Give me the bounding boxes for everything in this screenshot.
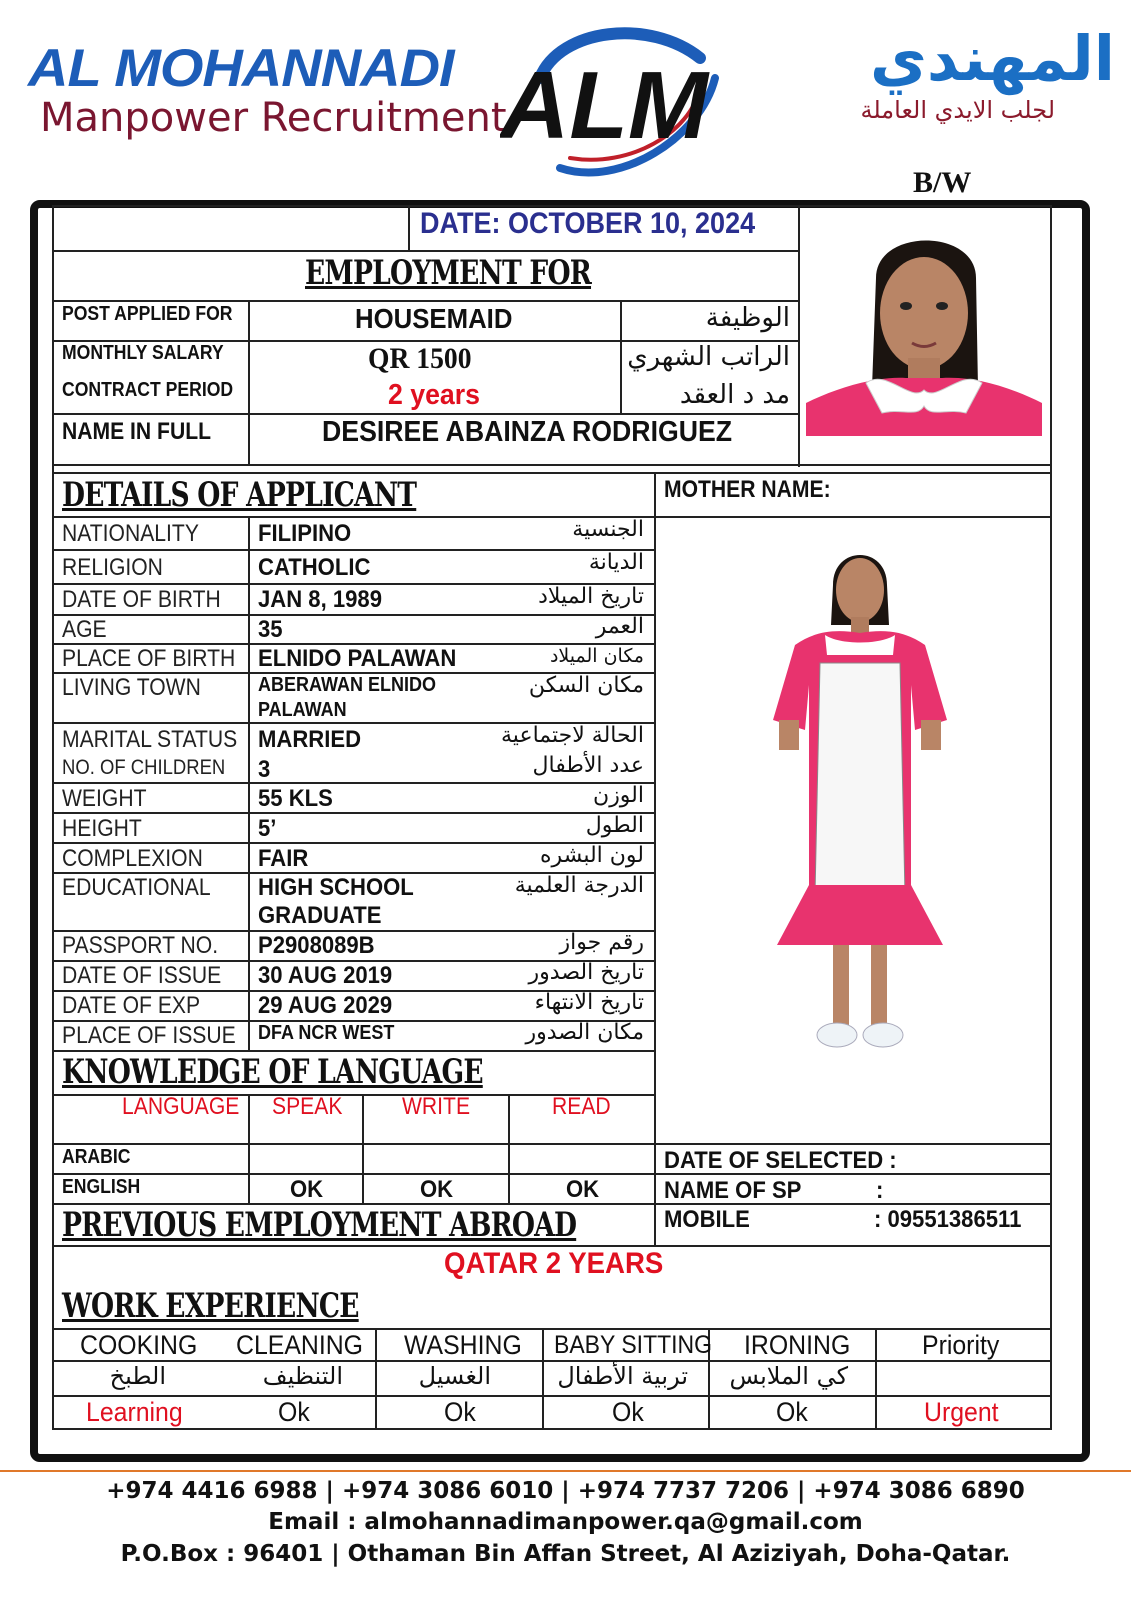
contract-value: 2 years xyxy=(388,379,480,411)
detail-label-arabic: عدد الأطفال xyxy=(532,753,644,778)
detail-label: NATIONALITY xyxy=(62,520,199,547)
priority-header: Priority xyxy=(922,1330,1000,1360)
detail-label: PLACE OF BIRTH xyxy=(62,645,236,672)
footer-rule xyxy=(0,1470,1131,1472)
post-value: HOUSEMAID xyxy=(355,303,513,334)
brand-name-arabic: المهندي xyxy=(870,22,1115,95)
post-label-arabic: الوظيفة xyxy=(705,303,790,333)
detail-value: CATHOLIC xyxy=(258,554,371,581)
detail-label-arabic: مكان الصدور xyxy=(525,1020,644,1045)
detail-value: ABERAWAN ELNIDO xyxy=(258,674,437,696)
contract-label-arabic: مد د العقد xyxy=(679,380,790,410)
detail-label-arabic: رقم جواز xyxy=(559,930,644,955)
detail-label-arabic: الدرجة العلمية xyxy=(514,873,644,898)
mobile-value: : 09551386511 xyxy=(874,1206,1022,1233)
detail-label: EDUCATIONAL xyxy=(62,874,211,901)
work-skill: CLEANING xyxy=(236,1330,364,1360)
language-title: KNOWLEDGE OF LANGUAGE xyxy=(62,1052,483,1092)
brand-name: AL MOHANNADI xyxy=(28,37,454,98)
sp-name-label: NAME OF SP xyxy=(664,1177,802,1204)
detail-value: DFA NCR WEST xyxy=(258,1022,395,1044)
write-header: WRITE xyxy=(402,1093,471,1120)
detail-value: HIGH SCHOOL xyxy=(258,874,414,901)
language-name: ENGLISH xyxy=(62,1176,141,1198)
sp-name-colon: : xyxy=(876,1177,884,1204)
work-skill: WASHING xyxy=(404,1330,522,1360)
detail-value: 3 xyxy=(258,756,271,783)
work-skill-arabic: التنظيف xyxy=(262,1362,343,1390)
detail-label-arabic: مكان الميلاد xyxy=(549,645,644,667)
detail-value: FILIPINO xyxy=(258,520,352,547)
detail-label: RELIGION xyxy=(62,554,163,581)
brand-tagline: Manpower Recruitment xyxy=(40,95,507,141)
detail-value: FAIR xyxy=(258,845,309,872)
date-of-selected-label: DATE OF SELECTED : xyxy=(664,1147,897,1174)
mother-name-label: MOTHER NAME: xyxy=(664,476,831,503)
work-skill-level: Ok xyxy=(278,1397,310,1427)
work-experience-title: WORK EXPERIENCE xyxy=(62,1286,359,1326)
name-label: NAME IN FULL xyxy=(62,418,211,445)
work-skill-level: Ok xyxy=(612,1397,644,1427)
detail-label-arabic: الديانة xyxy=(588,550,644,575)
brand-logo-english xyxy=(28,37,507,141)
detail-label: DATE OF BIRTH xyxy=(62,586,221,613)
detail-label: NO. OF CHILDREN xyxy=(62,756,226,779)
logo-mark-text: ALM xyxy=(500,52,708,159)
language-header: LANGUAGE xyxy=(122,1093,240,1120)
detail-value: 55 KLS xyxy=(258,785,333,812)
work-skill-level: Ok xyxy=(776,1397,808,1427)
salary-label-arabic: الراتب الشهري xyxy=(627,342,790,372)
detail-label: WEIGHT xyxy=(62,785,147,812)
language-speak: OK xyxy=(290,1176,324,1203)
work-skill: COOKING xyxy=(80,1330,198,1360)
previous-employment-value: QATAR 2 YEARS xyxy=(444,1247,664,1280)
brand-tagline-arabic: لجلب الايدي العاملة xyxy=(860,96,1055,124)
detail-label: PASSPORT NO. xyxy=(62,932,219,959)
read-header: READ xyxy=(552,1093,611,1120)
work-skill-level: Ok xyxy=(444,1397,476,1427)
footer-email: Email : almohannadimanpower.qa@gmail.com xyxy=(268,1509,863,1535)
detail-label-arabic: تاريخ الميلاد xyxy=(538,584,644,609)
detail-label: HEIGHT xyxy=(62,815,142,842)
salary-label: MONTHLY SALARY xyxy=(62,342,224,364)
detail-label-arabic: تاريخ الانتهاء xyxy=(534,990,644,1015)
detail-value: MARRIED xyxy=(258,726,362,753)
detail-value: 29 AUG 2029 xyxy=(258,992,393,1019)
contract-label: CONTRACT PERIOD xyxy=(62,379,234,401)
applicant-full-body-photo xyxy=(765,545,955,1070)
work-skill-arabic: تربية الأطفال xyxy=(557,1362,688,1390)
form-date: DATE: OCTOBER 10, 2024 xyxy=(420,207,756,240)
detail-label: PLACE OF ISSUE xyxy=(62,1022,236,1049)
detail-label: DATE OF ISSUE xyxy=(62,962,222,989)
detail-label-arabic: الوزن xyxy=(593,783,644,808)
applicant-portrait-photo xyxy=(806,218,1042,436)
previous-employment-title: PREVIOUS EMPLOYMENT ABROAD xyxy=(62,1205,577,1245)
detail-value: 35 xyxy=(258,616,283,643)
work-skill-arabic: الغسيل xyxy=(418,1362,491,1390)
brand-logo-arabic xyxy=(745,22,1115,124)
detail-value: 5’ xyxy=(258,815,277,842)
footer-address: P.O.Box : 96401 | Othaman Bin Affan Street, Al Aziziyah, Doha-Qatar. xyxy=(120,1541,1011,1567)
salary-value: QR 1500 xyxy=(368,342,472,375)
work-skill: BABY SITTING xyxy=(554,1331,713,1359)
detail-label-arabic: الجنسية xyxy=(572,517,644,542)
employment-title: EMPLOYMENT FOR xyxy=(305,253,592,293)
detail-value: 30 AUG 2019 xyxy=(258,962,393,989)
detail-label: COMPLEXION xyxy=(62,845,203,872)
detail-label-arabic: مكان السكن xyxy=(528,673,644,698)
priority-value: Urgent xyxy=(924,1397,999,1427)
post-label: POST APPLIED FOR xyxy=(62,303,233,325)
language-name: ARABIC xyxy=(62,1146,131,1168)
work-skill-arabic: كي الملابس xyxy=(729,1362,848,1390)
detail-label-arabic: العمر xyxy=(595,614,644,639)
detail-label-arabic: الطول xyxy=(585,813,644,838)
alm-logo-mark xyxy=(500,18,740,178)
detail-label-arabic: تاريخ الصدور xyxy=(528,960,644,985)
detail-value-line2: PALAWAN xyxy=(258,699,347,721)
detail-value-line2: GRADUATE xyxy=(258,902,382,929)
speak-header: SPEAK xyxy=(272,1093,343,1120)
detail-label-arabic: لون البشره xyxy=(540,843,644,868)
detail-value: JAN 8, 1989 xyxy=(258,586,382,613)
detail-label: AGE xyxy=(62,616,107,643)
language-write: OK xyxy=(420,1176,454,1203)
footer-phones: +974 4416 6988 | +974 3086 6010 | +974 7737 7206 | +974 3086 6890 xyxy=(106,1478,1025,1504)
detail-label: MARITAL STATUS xyxy=(62,726,238,753)
detail-value: ELNIDO PALAWAN xyxy=(258,645,457,672)
details-title: DETAILS OF APPLICANT xyxy=(62,475,417,515)
detail-label: LIVING TOWN xyxy=(62,674,201,701)
work-skill-arabic: الطبخ xyxy=(109,1362,166,1390)
detail-label: DATE OF EXP xyxy=(62,992,201,1019)
work-skill: IRONING xyxy=(744,1330,851,1360)
work-skill-level: Learning xyxy=(86,1397,183,1427)
detail-label-arabic: الحالة لاجتماعية xyxy=(501,723,644,748)
detail-value: P2908089B xyxy=(258,932,375,959)
bw-label: B/W xyxy=(913,166,972,199)
mobile-label: MOBILE xyxy=(664,1206,750,1233)
name-value: DESIREE ABAINZA RODRIGUEZ xyxy=(322,416,733,448)
language-read: OK xyxy=(566,1176,600,1203)
